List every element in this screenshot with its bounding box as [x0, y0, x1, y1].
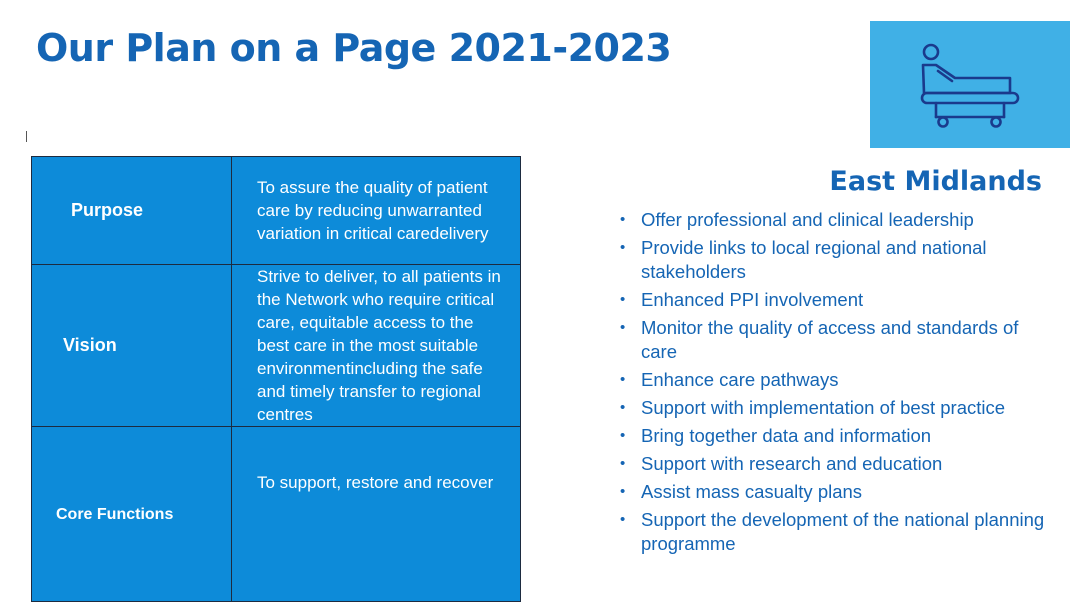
- list-item: [618, 480, 1058, 504]
- list-item-text: Support with implementation of best practice: [641, 397, 1006, 418]
- table-row: [32, 427, 521, 602]
- bullet-icon: •: [620, 239, 626, 256]
- list-item: [618, 208, 1058, 232]
- list-item-text: Provide links to local regional and national stakeholders: [641, 237, 987, 282]
- bullet-icon: •: [620, 291, 626, 308]
- bullet-icon: •: [620, 483, 626, 500]
- row-text-core-functions: To support, restore and recover: [232, 427, 521, 602]
- bullet-icon: •: [620, 399, 626, 416]
- list-item: [618, 424, 1058, 448]
- list-item-text: Bring together data and information: [641, 425, 932, 446]
- list-item-text: Monitor the quality of access and standards of care: [641, 317, 1019, 362]
- list-item: [618, 508, 1058, 556]
- list-item-text: Enhanced PPI involvement: [641, 289, 864, 310]
- list-item: [618, 368, 1058, 392]
- list-item: [618, 396, 1058, 420]
- list-item-text: Support with research and education: [641, 453, 943, 474]
- list-item: [618, 236, 1058, 284]
- row-text-vision: Strive to deliver, to all patients in the Network who require critical care, equitable access to the best care in the most suitable environmentincluding the safe and timely transfer to regional centres: [232, 265, 521, 427]
- hospital-bed-icon-panel: [870, 21, 1070, 148]
- bullet-icon: •: [620, 511, 626, 528]
- list-item-text: Enhance care pathways: [641, 369, 839, 390]
- hospital-bed-icon: [870, 21, 1070, 148]
- table-row: [32, 265, 521, 427]
- plan-table: [31, 156, 521, 602]
- bullet-icon: •: [620, 427, 626, 444]
- row-label-vision: Vision: [32, 265, 232, 427]
- row-label-core-functions: Core Functions: [32, 427, 232, 602]
- region-bullet-list: [618, 208, 1058, 560]
- list-item: [618, 288, 1058, 312]
- bullet-icon: •: [620, 211, 626, 228]
- row-text-purpose: To assure the quality of patient care by reducing unwarranted variation in critical caredelivery: [232, 157, 521, 265]
- table-row: [32, 157, 521, 265]
- list-item-text: Support the development of the national planning programme: [641, 509, 1045, 554]
- bullet-icon: •: [620, 319, 626, 336]
- list-item: [618, 452, 1058, 476]
- page-title: Our Plan on a Page 2021-2023: [36, 26, 672, 70]
- text-cursor-mark: [26, 131, 27, 142]
- bullet-icon: •: [620, 371, 626, 388]
- bullet-icon: •: [620, 455, 626, 472]
- row-label-purpose: Purpose: [32, 157, 232, 265]
- list-item-text: Offer professional and clinical leadership: [641, 209, 974, 230]
- region-title: East Midlands: [829, 166, 1042, 197]
- list-item: [618, 316, 1058, 364]
- list-item-text: Assist mass casualty plans: [641, 481, 863, 502]
